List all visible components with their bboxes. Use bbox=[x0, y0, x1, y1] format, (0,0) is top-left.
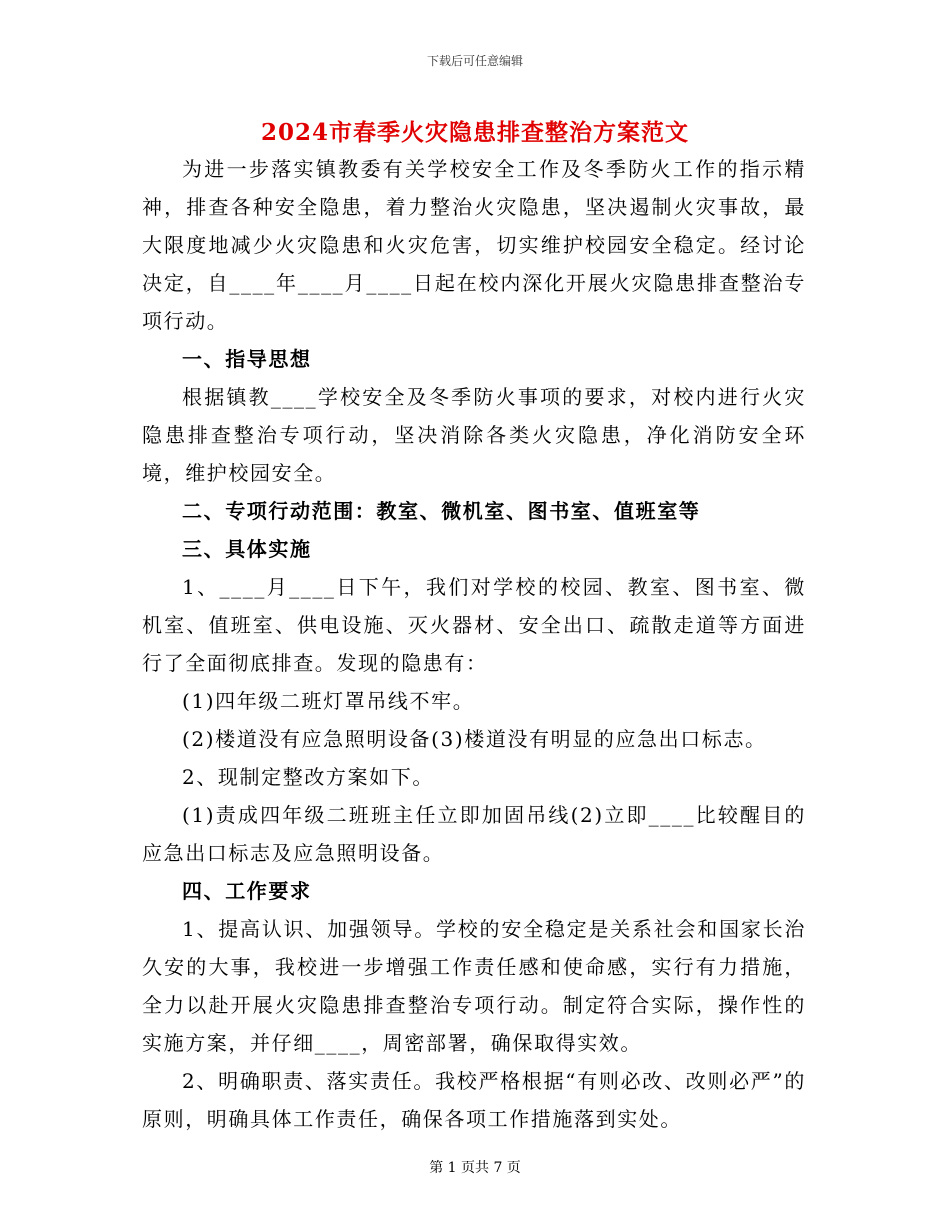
paragraph: 2、现制定整改方案如下。 bbox=[182, 765, 434, 789]
paragraph: 根据镇教____学校安全及冬季防火事项的要求，对校内进行火灾隐患排查整治专项行动，坚决消除各类火灾隐患，净化消防安全环境，维护校园安全。 bbox=[142, 385, 806, 485]
list-item: (1)责成四年级二班班主任立即加固吊线(2)立即____比较醒目的应急出口标志及应急照明设备。 bbox=[142, 803, 806, 865]
paragraph: 1、提高认识、加强领导。学校的安全稳定是关系社会和国家长治久安的大事，我校进一步增强工作责任感和使命感，实行有力措施，全力以赴开展火灾隐患排查整治专项行动。制定符合实际，操作性的实施方案，并仔细____，周密部署，确保取得实效。 bbox=[142, 917, 806, 1055]
intro-paragraph: 为进一步落实镇教委有关学校安全工作及冬季防火工作的指示精神，排查各种安全隐患，着力整治火灾隐患，坚决遏制火灾事故，最大限度地减少火灾隐患和火灾危害，切实维护校园安全稳定。经讨论决定，自____年____月____日起在校内深化开展火灾隐患排查整治专项行动。 bbox=[142, 157, 806, 333]
section-heading: 一、指导思想 bbox=[182, 347, 312, 371]
document-body bbox=[142, 150, 806, 1138]
page-footer: 第 1 页共 7 页 bbox=[429, 1160, 521, 1176]
section-heading: 四、工作要求 bbox=[182, 879, 312, 903]
list-item: (2)楼道没有应急照明设备(3)楼道没有明显的应急出口标志。 bbox=[182, 727, 767, 751]
header-note: 下载后可任意编辑 bbox=[426, 54, 523, 68]
paragraph: 2、明确职责、落实责任。我校严格根据“有则必改、改则必严”的原则，明确具体工作责任，确保各项工作措施落到实处。 bbox=[142, 1069, 806, 1131]
list-item: (1)四年级二班灯罩吊线不牢。 bbox=[182, 689, 475, 713]
paragraph: 1、____月____日下午，我们对学校的校园、教室、图书室、微机室、值班室、供电设施、灭火器材、安全出口、疏散走道等方面进行了全面彻底排查。发现的隐患有： bbox=[142, 575, 806, 675]
document-title: 2024市春季火灾隐患排查整治方案范文 bbox=[260, 119, 689, 146]
section-heading: 三、具体实施 bbox=[182, 537, 312, 561]
section-heading: 二、专项行动范围：教室、微机室、图书室、值班室等 bbox=[182, 499, 701, 523]
